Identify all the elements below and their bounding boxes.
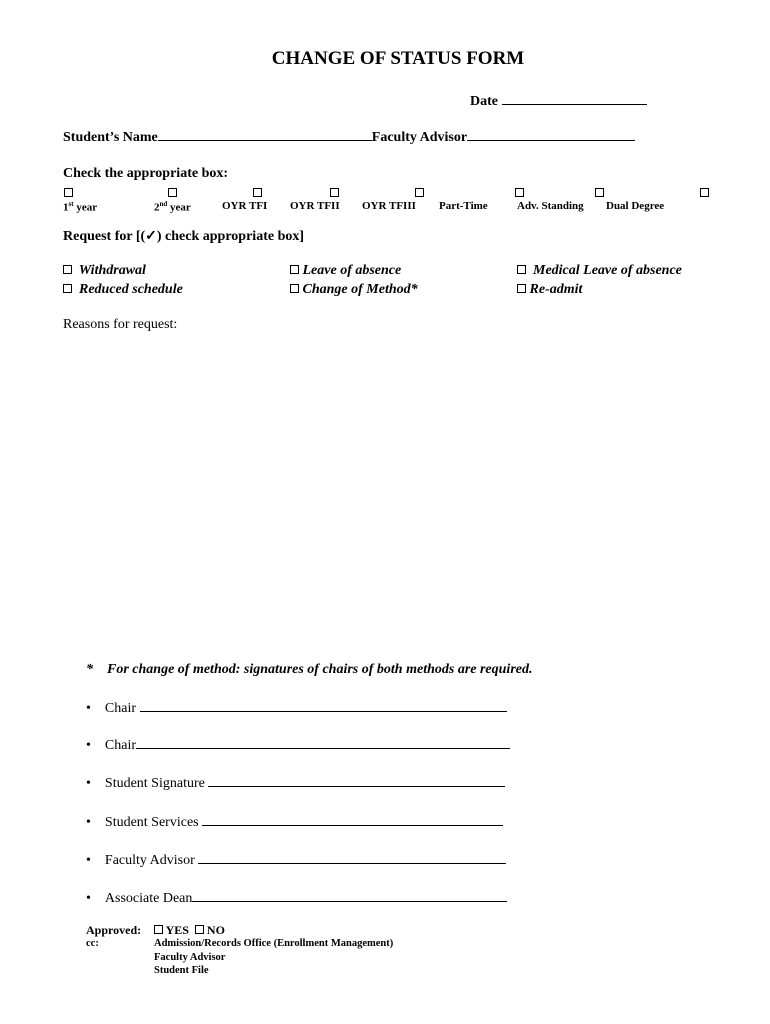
status-label-adv-standing: Adv. Standing [517, 200, 584, 212]
approved-options: YES NO [154, 923, 225, 938]
status-label-dual-degree: Dual Degree [606, 200, 665, 212]
student-name-field [63, 130, 635, 146]
withdrawal-checkbox[interactable] [63, 265, 72, 274]
bullet-icon: • [86, 815, 91, 830]
check-box-heading: Check the appropriate box: [63, 166, 229, 181]
cc-label: cc: [86, 938, 99, 949]
bullet-icon: • [86, 738, 91, 753]
bullet-icon: • [86, 853, 91, 868]
reduced-schedule-checkbox[interactable] [63, 284, 72, 293]
bullet-icon: • [86, 891, 91, 906]
chair-2-signature-line[interactable] [136, 747, 510, 749]
chair-1-signature-line[interactable] [140, 710, 507, 712]
associate-dean-signature-line[interactable] [192, 900, 507, 902]
request-option-medical-leave[interactable]: Medical Leave of absence [517, 263, 682, 279]
cc-recipient: Student File [154, 965, 209, 976]
signature-line-student-services: • Student Services [86, 815, 503, 831]
status-checkbox-oyr-tfi[interactable] [253, 188, 262, 197]
re-admit-checkbox[interactable] [517, 284, 526, 293]
page-title: CHANGE OF STATUS FORM [271, 48, 525, 69]
signature-line-chair-2: • Chair [86, 738, 510, 754]
status-label-oyr-tfii: OYR TFII [290, 200, 340, 212]
no-checkbox[interactable] [195, 925, 204, 934]
faculty-advisor-signature-line[interactable] [198, 862, 506, 864]
change-of-method-checkbox[interactable] [290, 284, 299, 293]
status-label-oyr-tfiii: OYR TFIII [362, 200, 416, 212]
status-checkbox-2nd-year[interactable] [168, 188, 177, 197]
status-checkbox-oyr-tfii[interactable] [330, 188, 339, 197]
signature-line-associate-dean: • Associate Dean [86, 891, 507, 907]
student-services-signature-line[interactable] [202, 824, 503, 826]
status-label-2nd-year: 2nd year [154, 200, 191, 214]
request-option-re-admit[interactable]: Re-admit [517, 282, 582, 298]
status-checkbox-part-time[interactable] [515, 188, 524, 197]
student-name-label: Student’s Name [63, 130, 158, 145]
status-checkbox-dual-degree[interactable] [700, 188, 709, 197]
date-line[interactable] [502, 103, 647, 105]
status-checkbox-1st-year[interactable] [64, 188, 73, 197]
request-option-withdrawal[interactable]: Withdrawal [63, 263, 146, 279]
signature-line-chair-1: • Chair [86, 701, 507, 717]
request-option-reduced-schedule[interactable]: Reduced schedule [63, 282, 183, 298]
leave-of-absence-checkbox[interactable] [290, 265, 299, 274]
status-label-oyr-tfi: OYR TFI [222, 200, 268, 212]
request-heading: Request for [(✓) check appropriate box] [63, 229, 305, 244]
bullet-icon: • [86, 701, 91, 716]
reasons-label: Reasons for request: [63, 317, 178, 332]
change-of-method-note: * For change of method: signatures of chairs of both methods are required. [86, 662, 533, 677]
reasons-area[interactable] [63, 340, 703, 640]
request-option-leave-of-absence[interactable]: Leave of absence [290, 263, 401, 279]
yes-checkbox[interactable] [154, 925, 163, 934]
medical-leave-checkbox[interactable] [517, 265, 526, 274]
signature-line-student: • Student Signature [86, 776, 505, 792]
faculty-advisor-line[interactable] [467, 139, 635, 141]
date-field [470, 94, 647, 110]
bullet-icon: • [86, 776, 91, 791]
student-signature-line[interactable] [208, 785, 505, 787]
status-label-1st-year: 1st year [63, 200, 98, 214]
faculty-advisor-label: Faculty Advisor [371, 130, 468, 145]
status-checkbox-oyr-tfiii[interactable] [415, 188, 424, 197]
approved-label: Approved: [86, 923, 142, 937]
cc-recipient: Faculty Advisor [154, 952, 226, 963]
date-label: Date [470, 94, 498, 109]
student-name-line[interactable] [158, 139, 372, 141]
signature-line-faculty-advisor: • Faculty Advisor [86, 853, 506, 869]
cc-recipient: Admission/Records Office (Enrollment Management) [154, 938, 394, 949]
status-checkbox-adv-standing[interactable] [595, 188, 604, 197]
request-option-change-of-method[interactable]: Change of Method* [290, 282, 418, 298]
status-label-part-time: Part-Time [439, 200, 488, 212]
